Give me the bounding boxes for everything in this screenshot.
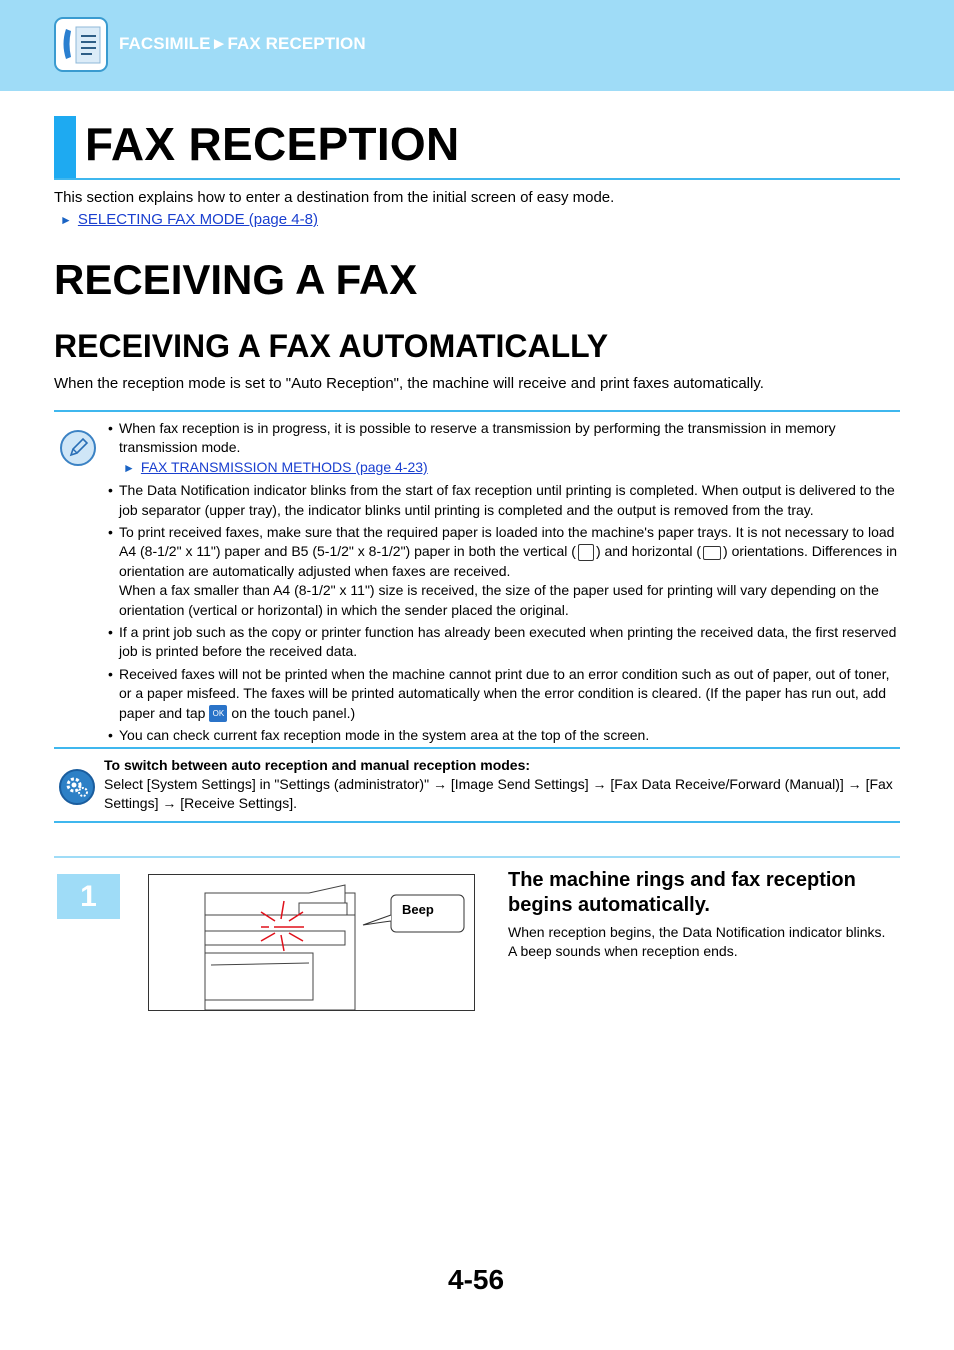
step-description: When reception begins, the Data Notification indicator blinks. A beep sounds when reception ends. — [508, 924, 886, 959]
settings-path: Select [System Settings] in "Settings (administrator)" → [Image Send Settings] → [Fax Data Receive/Forward (Manual)] → [Fax Settings] → [Receive Settings]. — [104, 776, 893, 811]
horizontal-orientation-icon — [703, 546, 721, 560]
arrow-right-icon: ► — [123, 460, 135, 475]
page-number: 4-56 — [448, 1264, 505, 1295]
pencil-note-icon — [60, 430, 96, 466]
list-item: • You can check current fax reception mode in the system area at the top of the screen. — [108, 726, 898, 745]
intro-text: This section explains how to enter a destination from the initial screen of easy mode. — [54, 189, 615, 206]
note-list — [108, 419, 898, 749]
header-bar — [0, 0, 954, 91]
list-item: • To print received faxes, make sure that the required paper is loaded into the machine's paper trays. It is not necessary to load A4 (8-1/2" x 11") paper and B5 (5-1/2" x 8-1/2") paper in both the vertical ( ) and horizontal ( ) orientations. Differences in orientation are automatically adjusted when faxes are received. When a fax smaller than A4 (8-1/2" x 11") size is received, the size of the paper used for printing will vary depending on the orientation (vertical or horizontal) in which the sender placed the original. — [108, 523, 898, 620]
page-title: FAX RECEPTION — [85, 118, 460, 170]
step-title: The machine rings and fax reception begins automatically. — [508, 869, 856, 916]
list-item: • Received faxes will not be printed when the machine cannot print due to an error condition such as out of paper, out of toner, or a paper misfeed. The faxes will be printed automatically when the error condition is cleared. (If the paper has run out, add paper and tap OK on the touch panel.) — [108, 665, 898, 723]
fax-document-icon — [54, 17, 108, 72]
breadcrumb: FACSIMILE►FAX RECEPTION — [119, 34, 366, 53]
fax-machine-illustration — [148, 874, 475, 1011]
lead-text: When the reception mode is set to "Auto Reception", the machine will receive and print faxes automatically. — [54, 375, 764, 392]
list-item: • If a print job such as the copy or printer function has already been executed when printing the received data, the first reserved job is printed before the received data. — [108, 623, 898, 662]
section-title: RECEIVING A FAX — [54, 256, 418, 303]
arrow-right-icon: ► — [60, 213, 72, 227]
subsection-title: RECEIVING A FAX AUTOMATICALLY — [54, 328, 609, 364]
settings-text — [104, 756, 894, 813]
ok-key-icon: OK — [209, 705, 227, 722]
step-divider — [54, 856, 900, 858]
list-item: • When fax reception is in progress, it is possible to reserve a transmission by performing the transmission in memory transmission mode. ► FAX TRANSMISSION METHODS (page 4-23) — [108, 419, 898, 478]
settings-box — [54, 747, 900, 823]
fax-transmission-methods-link[interactable]: FAX TRANSMISSION METHODS (page 4-23) — [140, 458, 428, 475]
step-number: 1 — [57, 874, 120, 919]
note-box — [54, 410, 900, 748]
page-title-block — [54, 116, 900, 180]
list-item: • The Data Notification indicator blinks from the start of fax reception until printing is completed. When output is delivered to the job separator (upper tray), the indicator blinks until printing is completed and the output is removed from the tray. — [108, 481, 898, 520]
settings-title: To switch between auto reception and manual reception modes: — [104, 757, 531, 773]
title-accent-bar — [54, 116, 76, 178]
intro-link-row — [60, 211, 318, 228]
vertical-orientation-icon — [578, 544, 594, 561]
sub-link-row — [119, 458, 898, 478]
beep-label: Beep — [402, 902, 434, 917]
settings-gear-icon — [59, 769, 95, 805]
selecting-fax-mode-link[interactable]: SELECTING FAX MODE (page 4-8) — [77, 211, 318, 228]
